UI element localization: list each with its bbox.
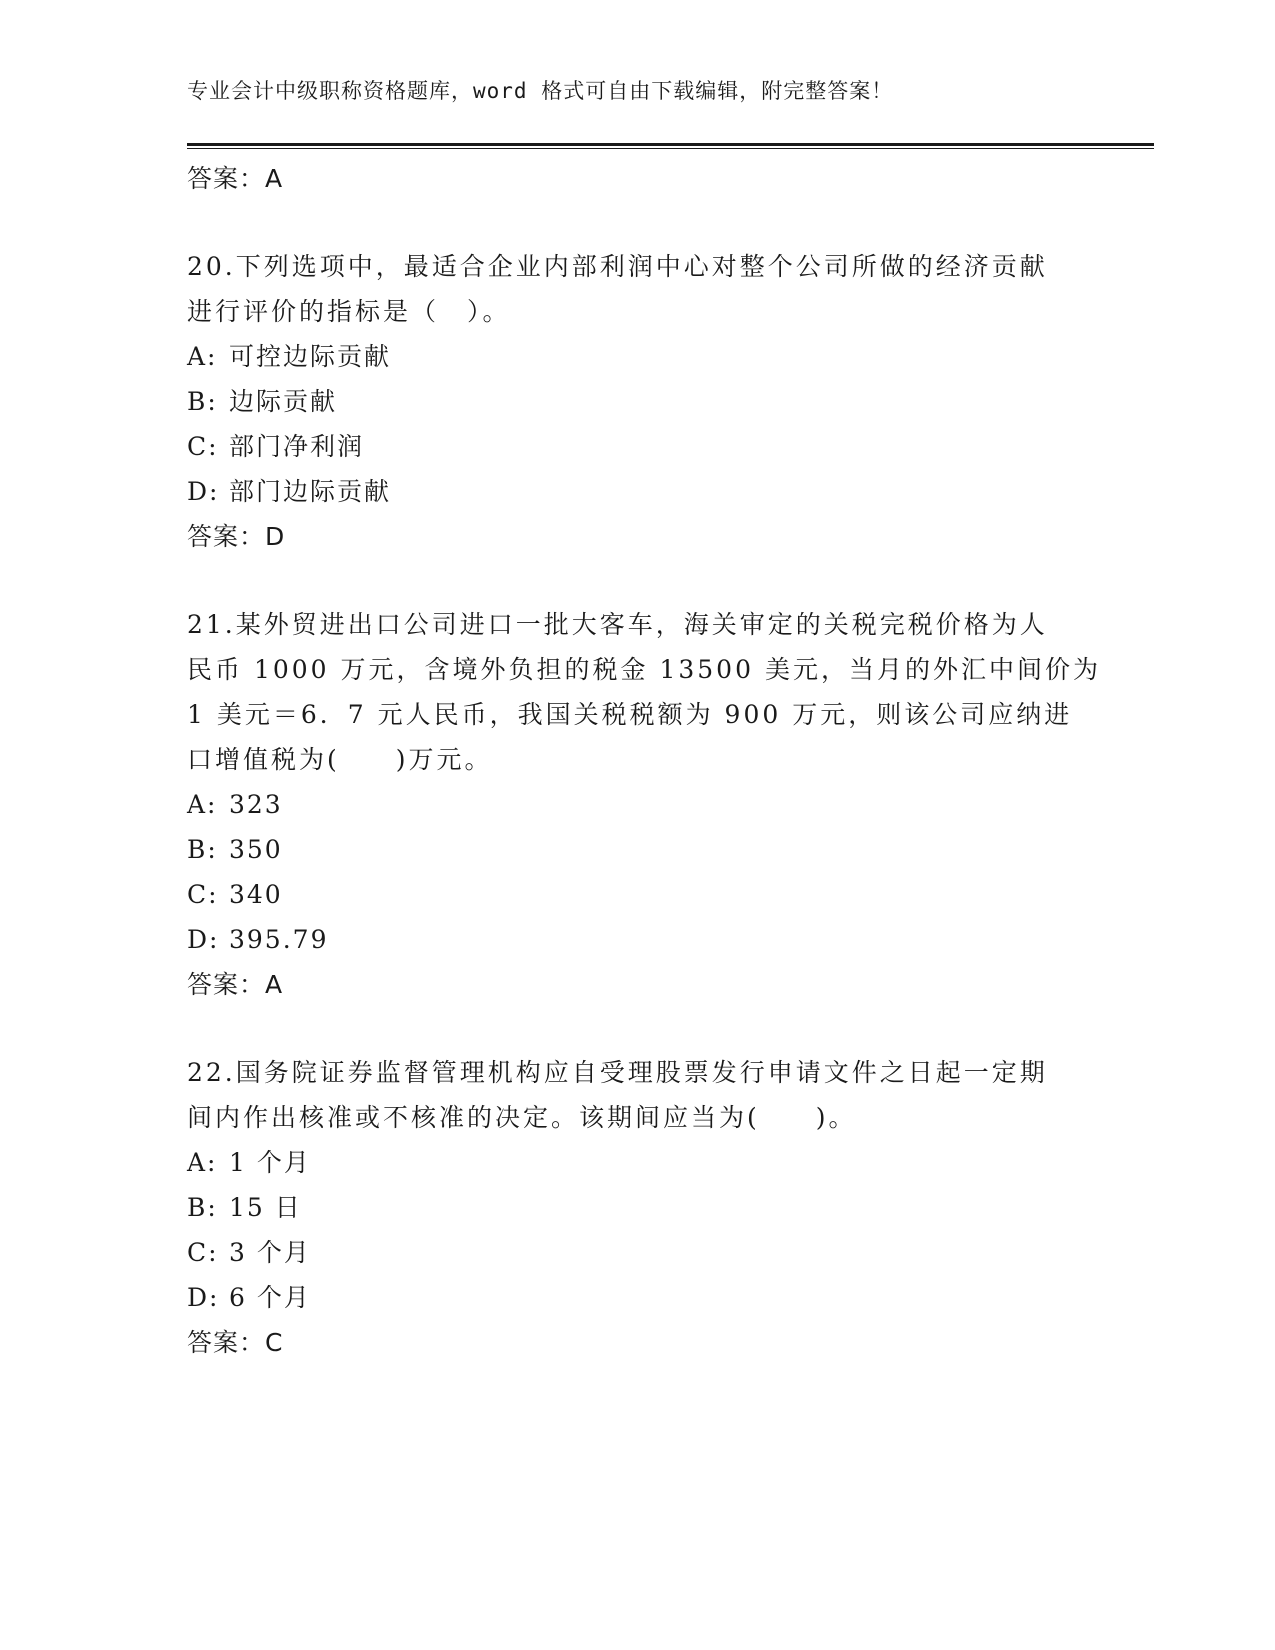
question-21 [187, 602, 1101, 1007]
question-20 [187, 244, 1087, 559]
option-a [187, 334, 1087, 379]
stem-line: 21.某外贸进出口公司进口一批大客车，海关审定的关税完税价格为人 [187, 610, 1048, 639]
option-text: 395.79 [229, 925, 329, 954]
option-text: 可控边际贡献 [229, 342, 392, 371]
option-d [187, 1275, 1087, 1320]
stem-line: 口增值税为( )万元。 [187, 745, 493, 774]
option-b [187, 827, 1087, 872]
previous-question-answer: 答案：A [187, 164, 284, 193]
option-key: B: [187, 835, 218, 864]
option-text: 边际贡献 [229, 387, 338, 416]
stem-line: 1 美元＝6．7 元人民币，我国关税税额为 900 万元，则该公司应纳进 [187, 700, 1073, 729]
stem-line: 民币 1000 万元，含境外负担的税金 13500 美元，当月的外汇中间价为 [187, 655, 1101, 684]
option-text: 部门边际贡献 [229, 477, 392, 506]
header-note: 专业会计中级职称资格题库，word 格式可自由下载编辑，附完整答案！ [187, 79, 894, 103]
option-key: A: [187, 790, 218, 819]
option-d [187, 917, 1087, 962]
option-key: B: [187, 1193, 218, 1222]
document-body [187, 156, 1101, 1365]
option-text: 1 个月 [229, 1148, 311, 1177]
option-d [187, 469, 1087, 514]
option-text: 350 [229, 835, 283, 864]
stem-line: 间内作出核准或不核准的决定。该期间应当为( )。 [187, 1103, 857, 1132]
option-key: B: [187, 387, 218, 416]
option-a [187, 782, 1087, 827]
stem-line: 22.国务院证券监督管理机构应自受理股票发行申请文件之日起一定期 [187, 1058, 1048, 1087]
option-text: 15 日 [229, 1193, 302, 1222]
option-text: 6 个月 [229, 1283, 311, 1312]
option-c [187, 1230, 1087, 1275]
question-stem [187, 1050, 1067, 1140]
stem-line: 20.下列选项中，最适合企业内部利润中心对整个公司所做的经济贡献 [187, 252, 1048, 281]
question-stem [187, 602, 1101, 782]
option-key: C: [187, 1238, 219, 1267]
option-key: C: [187, 432, 219, 461]
option-text: 323 [229, 790, 283, 819]
question-stem [187, 244, 1067, 334]
option-key: A: [187, 342, 218, 371]
option-key: A: [187, 1148, 218, 1177]
option-c [187, 424, 1087, 469]
header-rule-thin [187, 148, 1154, 149]
stem-line: 进行评价的指标是（ ）。 [187, 297, 511, 326]
option-key: D: [187, 925, 220, 954]
question-answer: 答案：C [187, 1328, 284, 1357]
option-b [187, 1185, 1087, 1230]
option-a [187, 1140, 1087, 1185]
option-key: D: [187, 477, 220, 506]
question-answer: 答案：A [187, 970, 284, 999]
option-text: 部门净利润 [229, 432, 365, 461]
option-b [187, 379, 1087, 424]
option-key: C: [187, 880, 219, 909]
option-text: 340 [229, 880, 283, 909]
question-22 [187, 1050, 1087, 1365]
option-text: 3 个月 [229, 1238, 311, 1267]
question-answer: 答案：D [187, 522, 286, 551]
header-rule-thick [187, 143, 1154, 146]
option-key: D: [187, 1283, 220, 1312]
option-c [187, 872, 1087, 917]
